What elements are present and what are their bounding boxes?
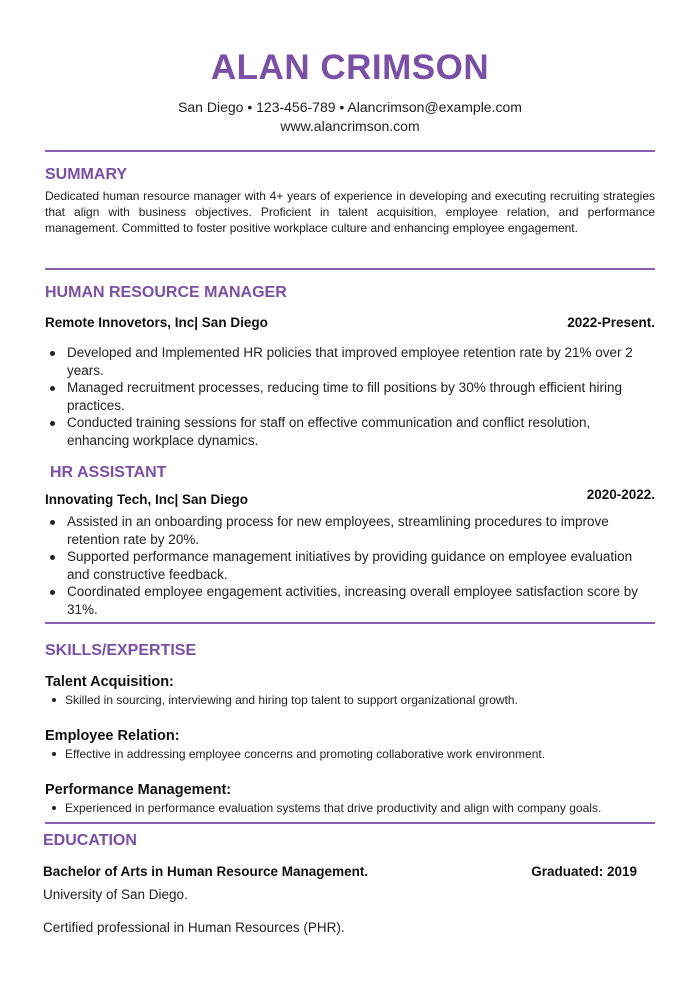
list-item: Coordinated employee engagement activities, increasing overall employee satisfaction score by 31%. bbox=[47, 583, 647, 618]
list-item: Effective in addressing employee concerns and promoting collaborative work environment. bbox=[50, 746, 670, 762]
summary-heading: SUMMARY bbox=[45, 166, 128, 183]
job-company: Remote Innovetors, Inc| San Diego bbox=[45, 315, 268, 330]
contact-info bbox=[0, 98, 700, 136]
list-item: Conducted training sessions for staff on effective communication and conflict resolution, enhancing workplace dynamics. bbox=[47, 414, 647, 449]
divider bbox=[45, 268, 655, 270]
divider bbox=[45, 150, 655, 152]
job-dates: 2020-2022. bbox=[586, 487, 655, 502]
education-heading: EDUCATION bbox=[43, 832, 137, 849]
contact-line: San Diego • 123-456-789 • Alancrimson@example.com bbox=[178, 99, 522, 115]
candidate-name: ALAN CRIMSON bbox=[210, 48, 490, 87]
school: University of San Diego. bbox=[43, 887, 188, 902]
summary-text: Dedicated human resource manager with 4+ years of experience in developing and executing recruiting strategies that align with business objectives. Proficient in talent acquisition, employee relation, and performance management. Committed to foster positive workplace culture and enhancing employee engagement. bbox=[45, 189, 655, 235]
skill-bullets bbox=[50, 692, 670, 708]
list-item: Developed and Implemented HR policies that improved employee retention rate by 21% over 2 years. bbox=[47, 344, 647, 379]
list-item: Supported performance management initiatives by providing guidance on employee evaluation and constructive feedback. bbox=[47, 548, 647, 583]
skill-name: Performance Management: bbox=[45, 782, 232, 798]
list-item: Skilled in sourcing, interviewing and hiring top talent to support organizational growth. bbox=[50, 692, 670, 708]
certification: Certified professional in Human Resources (PHR). bbox=[43, 920, 345, 935]
divider bbox=[45, 622, 655, 624]
skill-name: Employee Relation: bbox=[45, 728, 180, 744]
website: www.alancrimson.com bbox=[280, 118, 420, 134]
job-dates: 2022-Present. bbox=[567, 315, 655, 330]
list-item: Managed recruitment processes, reducing time to fill positions by 30% through efficient hiring practices. bbox=[47, 379, 647, 414]
list-item: Assisted in an onboarding process for new employees, streamlining procedures to improve retention rate by 20%. bbox=[47, 513, 647, 548]
skill-bullets bbox=[50, 800, 670, 816]
degree: Bachelor of Arts in Human Resource Management. bbox=[43, 864, 369, 879]
graduation-date: Graduated: 2019 bbox=[531, 864, 637, 879]
job-title: HR ASSISTANT bbox=[50, 464, 167, 481]
job-bullets bbox=[47, 344, 647, 449]
list-item: Experienced in performance evaluation systems that drive productivity and align with company goals. bbox=[50, 800, 670, 816]
skill-bullets bbox=[50, 746, 670, 762]
skill-name: Talent Acquisition: bbox=[45, 674, 174, 690]
job-bullets bbox=[47, 513, 647, 618]
job-title: HUMAN RESOURCE MANAGER bbox=[45, 284, 287, 301]
divider bbox=[45, 822, 655, 824]
job-company: Innovating Tech, Inc| San Diego bbox=[45, 492, 249, 507]
skills-heading: SKILLS/EXPERTISE bbox=[45, 642, 197, 659]
